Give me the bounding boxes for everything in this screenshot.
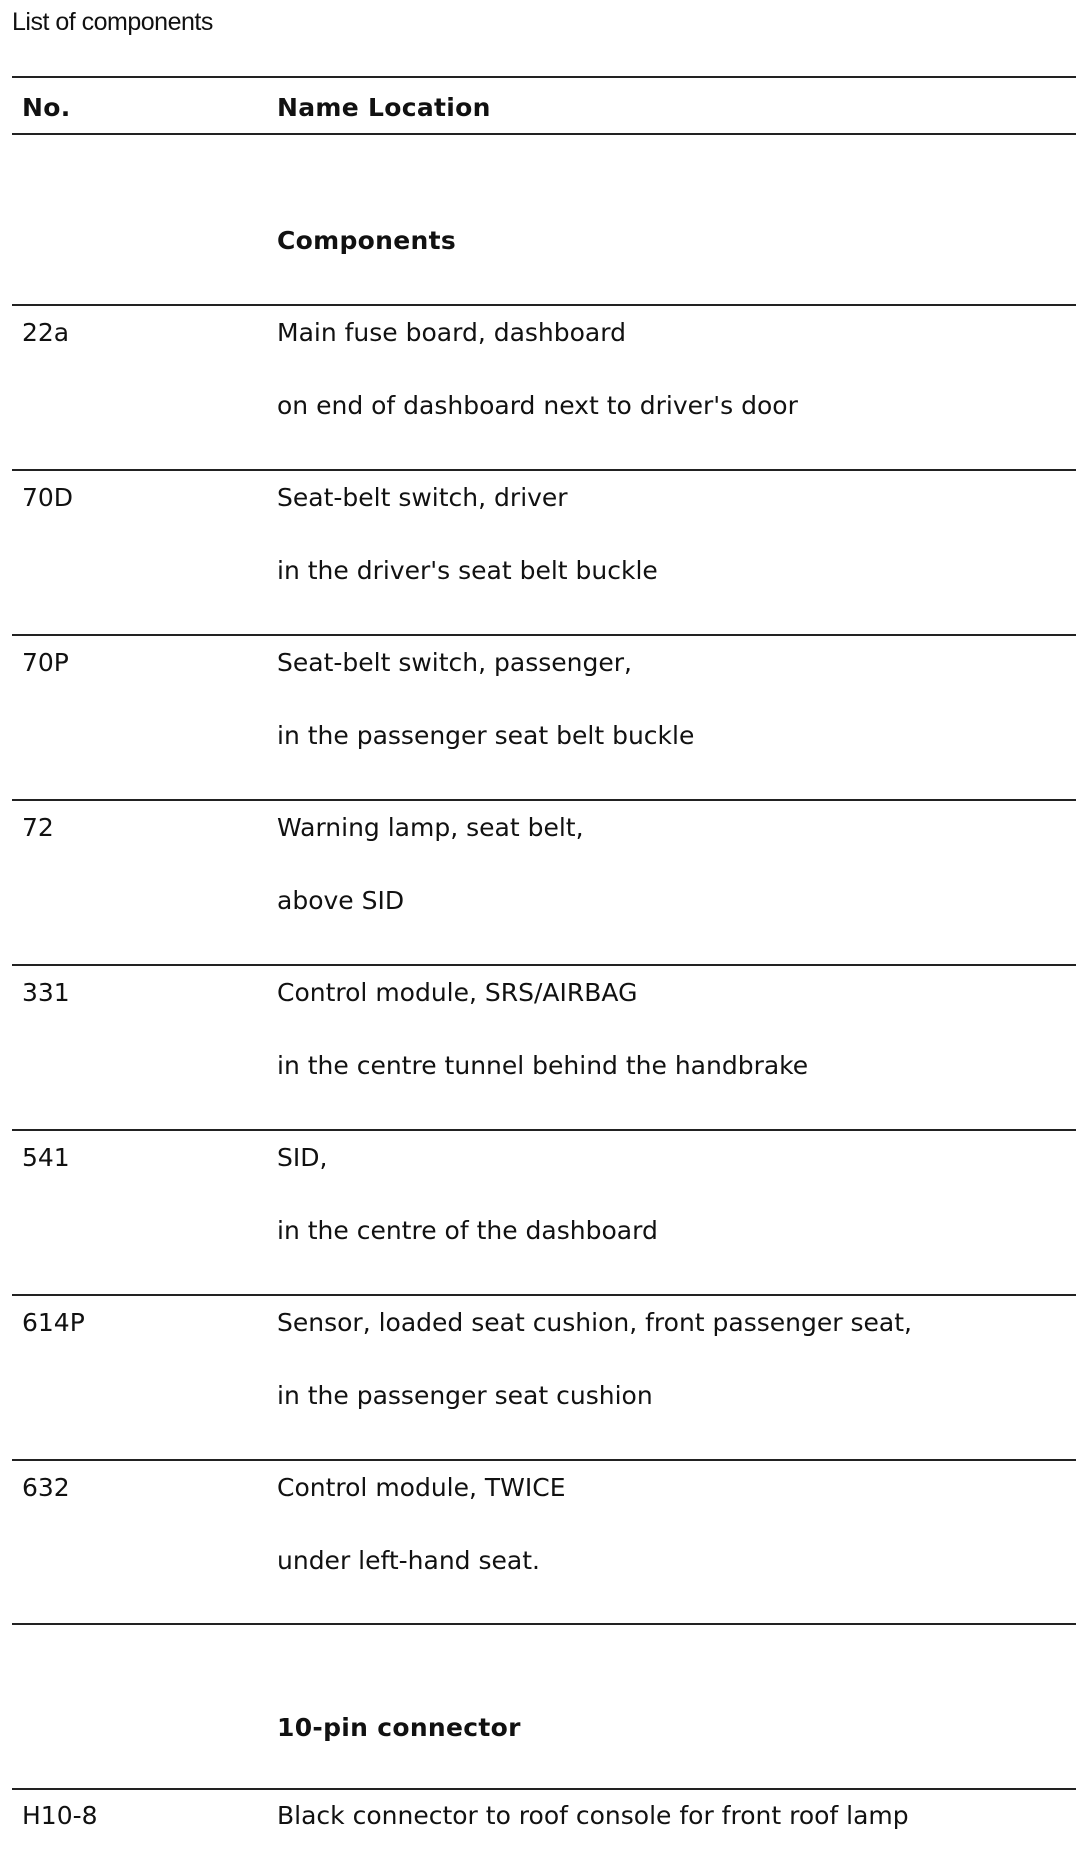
row-rule (12, 1788, 1076, 1790)
row-location: in the passenger seat belt buckle (277, 721, 695, 750)
row-rule (12, 799, 1076, 801)
row-name: Black connector to roof console for front roof lamp (277, 1801, 909, 1830)
header-bottom-rule (12, 133, 1076, 135)
table-top-rule (12, 76, 1076, 78)
section-heading-components: Components (277, 226, 457, 255)
row-rule (12, 964, 1076, 966)
row-location: in the centre tunnel behind the handbrake (277, 1051, 809, 1080)
row-location: under left-hand seat. (277, 1546, 540, 1575)
row-rule (12, 304, 1076, 306)
row-number: 72 (22, 813, 54, 842)
row-location: above SID (277, 886, 405, 915)
row-name: Control module, SRS/AIRBAG (277, 978, 638, 1007)
row-location: in the passenger seat cushion (277, 1381, 653, 1410)
column-header-no: No. (22, 93, 71, 122)
row-rule (12, 634, 1076, 636)
row-rule (12, 1129, 1076, 1131)
row-number: 70P (22, 648, 69, 677)
row-location: in the driver's seat belt buckle (277, 556, 658, 585)
row-rule (12, 1294, 1076, 1296)
row-number: 70D (22, 483, 74, 512)
row-number: 331 (22, 978, 70, 1007)
row-number: 541 (22, 1143, 70, 1172)
row-location: in the centre of the dashboard (277, 1216, 658, 1245)
row-name: SID, (277, 1143, 328, 1172)
row-rule (12, 1459, 1076, 1461)
row-name: Seat-belt switch, driver (277, 483, 568, 512)
page-title: List of components (12, 8, 213, 36)
row-name: Warning lamp, seat belt, (277, 813, 584, 842)
section-heading-10-pin-connector: 10-pin connector (277, 1713, 521, 1742)
row-rule (12, 469, 1076, 471)
row-location: on end of dashboard next to driver's door (277, 391, 798, 420)
row-number: H10-8 (22, 1801, 98, 1830)
row-name: Seat-belt switch, passenger, (277, 648, 632, 677)
row-number: 614P (22, 1308, 85, 1337)
section-end-rule (12, 1623, 1076, 1625)
row-name: Main fuse board, dashboard (277, 318, 626, 347)
row-name: Sensor, loaded seat cushion, front passenger seat, (277, 1308, 912, 1337)
column-header-name-location: Name Location (277, 93, 491, 122)
row-number: 632 (22, 1473, 70, 1502)
row-number: 22a (22, 318, 70, 347)
row-name: Control module, TWICE (277, 1473, 566, 1502)
